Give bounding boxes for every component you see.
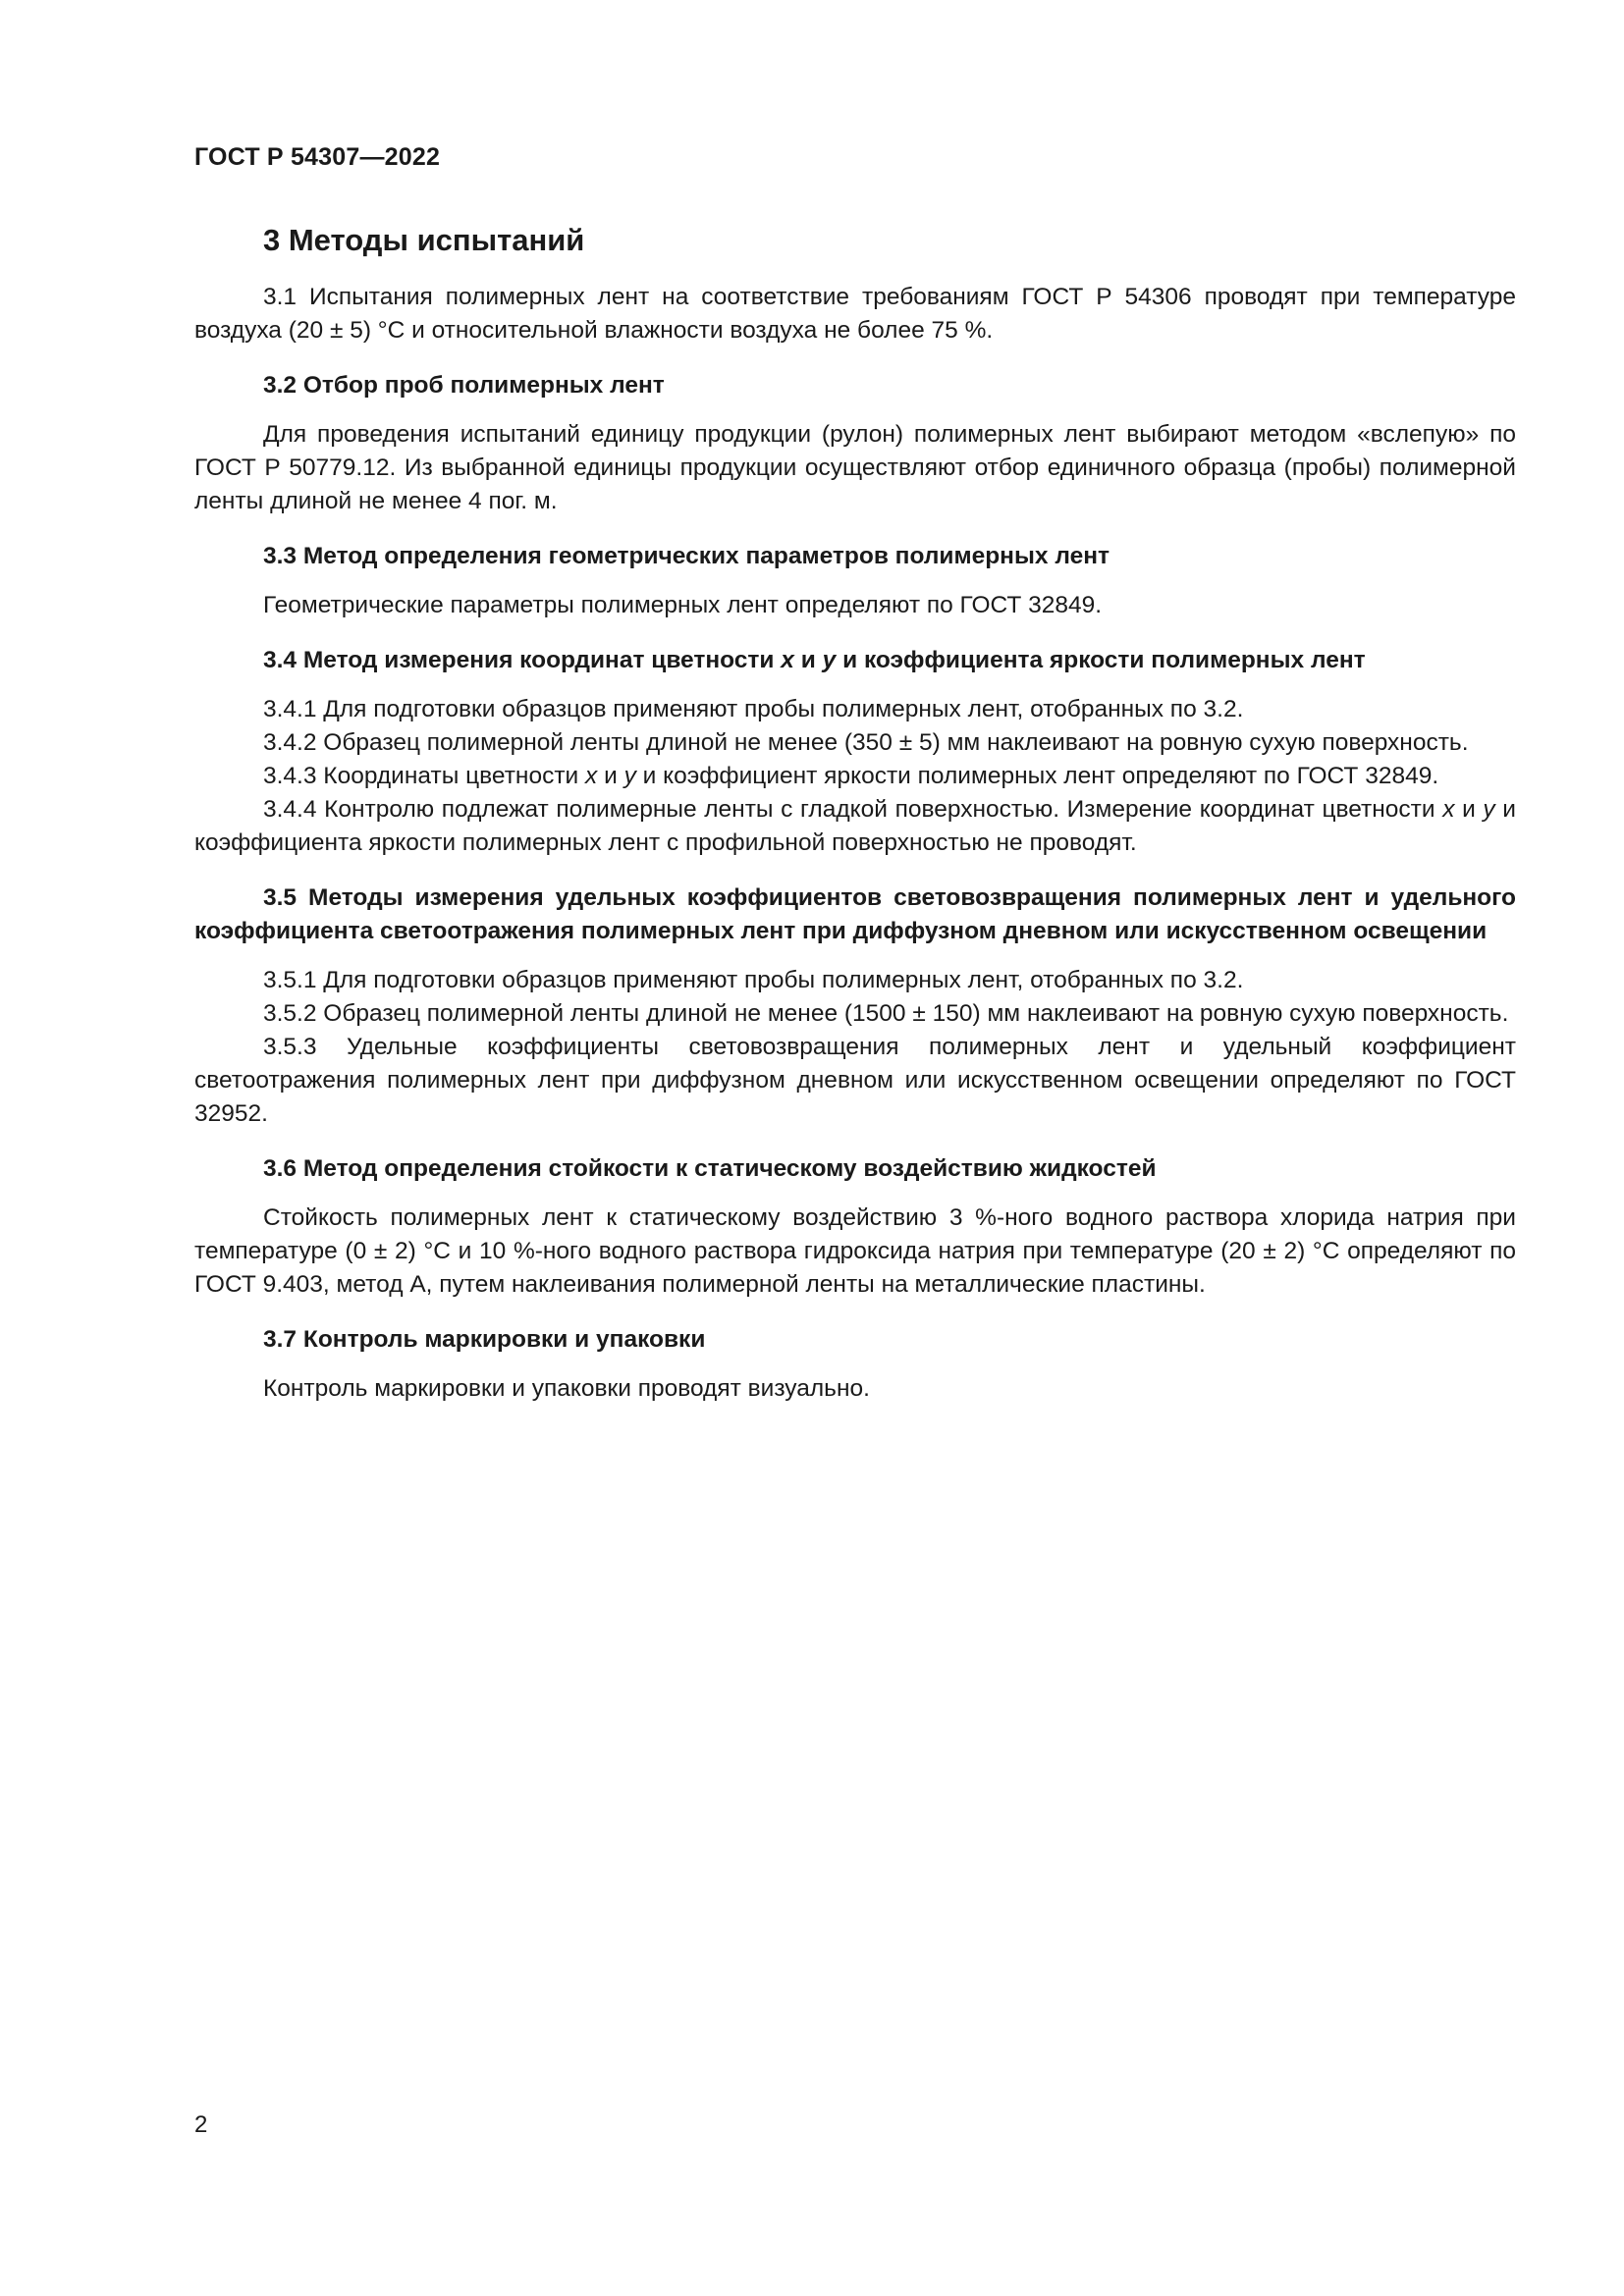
page-number: 2 [194,2111,208,2138]
subsection-3-7-title: 3.7 Контроль маркировки и упаковки [263,1326,706,1353]
paragraph-3-6: Стойкость полимерных лент к статическому воздействию 3 %-ного водного раствора хлорида натрия при температуре (0 ± 2) °С и 10 %-ного водного раствора гидроксида натрия при температуре (20 ± 2) °С определяют по ГОСТ 9.403, метод А, путем наклеивания полимерной ленты на металлические пластины. [194,1204,1516,1298]
text-part: и [597,763,624,789]
var-x: x [1442,796,1455,823]
paragraph-3-2: Для проведения испытаний единицу продукции (рулон) полимерных лент выбирают методом «вслепую» по ГОСТ Р 50779.12. Из выбранной единицы продукции осуществляют отбор единичного образца (пробы) полимерной ленты длиной не менее 4 пог. м. [194,421,1516,514]
text-part: и коэффициента яркости полимерных лент с профильной поверхностью не проводят. [194,796,1516,856]
var-x: x [781,647,794,673]
paragraph-3-5-3: 3.5.3 Удельные коэффициенты световозвращения полимерных лент и удельный коэффициент светоотражения полимерных лент при диффузном дневном или искусственном освещении определяют по ГОСТ 32952. [194,1034,1516,1127]
subsection-3-6-title: 3.6 Метод определения стойкости к статическому воздействию жидкостей [263,1155,1157,1182]
paragraph-3-7: Контроль маркировки и упаковки проводят визуально. [263,1375,870,1402]
var-y: y [623,763,636,789]
subsection-3-3-title: 3.3 Метод определения геометрических параметров полимерных лент [263,543,1110,569]
paragraph-3-4-1: 3.4.1 Для подготовки образцов применяют пробы полимерных лент, отобранных по 3.2. [263,696,1244,722]
subsection-3-2-title: 3.2 Отбор проб полимерных лент [263,372,665,399]
subsection-3-5-title: 3.5 Методы измерения удельных коэффициентов световозвращения полимерных лент и удельного коэффициента светоотражения полимерных лент при диффузном дневном или искусственном освещении [194,884,1516,944]
text-part: 3.4.4 Контролю подлежат полимерные ленты с гладкой поверхностью. Измерение координат цветности [263,796,1443,823]
text-part: и коэффициент яркости полимерных лент определяют по ГОСТ 32849. [635,763,1439,789]
var-y: y [1483,796,1495,823]
paragraph-3-3: Геометрические параметры полимерных лент определяют по ГОСТ 32849. [263,592,1103,618]
paragraph-3-5-2: 3.5.2 Образец полимерной ленты длиной не менее (1500 ± 150) мм наклеивают на ровную сухую поверхность. [263,1000,1509,1027]
title-part: и [793,647,823,673]
var-y: y [822,647,837,673]
paragraph-3-4-4 [194,793,1516,860]
var-x: x [585,763,598,789]
paragraph-3-1: 3.1 Испытания полимерных лент на соответствие требованиям ГОСТ Р 54306 проводят при температуре воздуха (20 ± 5) °С и относительной влажности воздуха не более 75 %. [194,284,1516,344]
text-part: и [1454,796,1484,823]
paragraph-3-5-1: 3.5.1 Для подготовки образцов применяют пробы полимерных лент, отобранных по 3.2. [263,967,1244,993]
paragraph-3-4-2: 3.4.2 Образец полимерной ленты длиной не менее (350 ± 5) мм наклеивают на ровную сухую поверхность. [263,729,1469,756]
document-page [194,143,1516,1427]
title-part: 3.4 Метод измерения координат цветности [263,647,782,673]
text-part: 3.4.3 Координаты цветности [263,763,586,789]
paragraph-3-4-3 [194,760,1516,793]
document-id-header: ГОСТ Р 54307—2022 [194,143,441,171]
title-part: и коэффициента яркости полимерных лент [836,647,1366,673]
subsection-3-4-title [194,644,1516,677]
section-title: 3 Методы испытаний [263,223,585,257]
